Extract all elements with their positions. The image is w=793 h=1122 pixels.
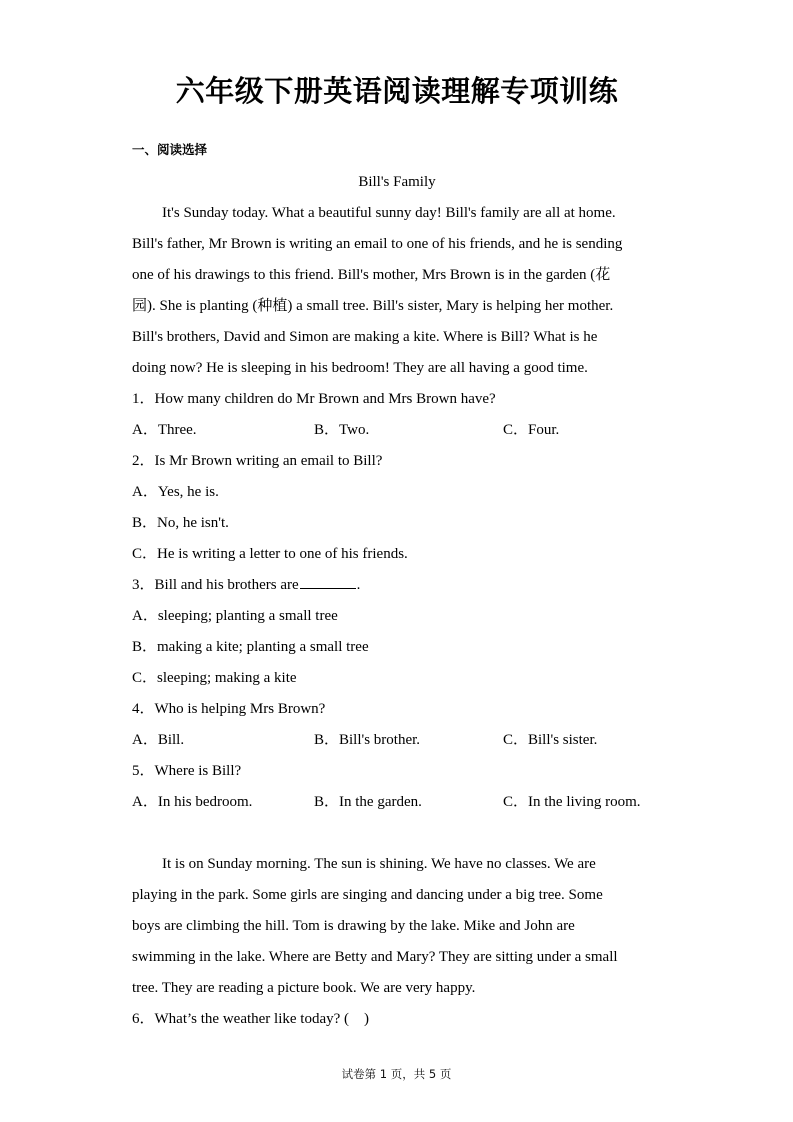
- question-text: Is Mr Brown writing an email to Bill?: [154, 453, 383, 469]
- option-b[interactable]: B．Two.: [314, 422, 370, 438]
- option-c[interactable]: C．Bill's sister.: [503, 732, 598, 748]
- question-number: 6．: [132, 1011, 155, 1027]
- question-text: Bill and his brothers are: [154, 577, 299, 593]
- question-2: [132, 446, 662, 477]
- question-number: 2．: [132, 453, 155, 469]
- question-text: What’s the weather like today? ( ): [154, 1011, 370, 1027]
- passage-line: tree. They are reading a picture book. We are very happy.: [132, 980, 476, 996]
- option-a[interactable]: A．Bill.: [132, 732, 185, 748]
- question-number: 5．: [132, 763, 155, 779]
- answer-blank[interactable]: [300, 575, 356, 589]
- passage-line: Bill's father, Mr Brown is writing an email to one of his friends, and he is sending: [132, 236, 623, 252]
- question-3: [132, 570, 662, 601]
- passage-line: It is on Sunday morning. The sun is shining. We have no classes. We are: [162, 856, 596, 872]
- question-text: How many children do Mr Brown and Mrs Brown have?: [154, 391, 496, 407]
- passage-line: playing in the park. Some girls are singing and dancing under a big tree. Some: [132, 887, 603, 903]
- question-4: [132, 694, 662, 725]
- question-3-options: [132, 601, 662, 694]
- question-2-options: [132, 477, 662, 570]
- passage-gap: [132, 818, 662, 849]
- option-b[interactable]: B．No, he isn't.: [132, 515, 229, 531]
- passage-2-body: [132, 849, 662, 1004]
- option-c[interactable]: C．He is writing a letter to one of his friends.: [132, 546, 408, 562]
- passage-1-body: [132, 198, 662, 384]
- question-text: Where is Bill?: [154, 763, 242, 779]
- section-heading-reading-choice: 一、阅读选择: [132, 142, 208, 157]
- page-content: [132, 0, 662, 1035]
- option-c[interactable]: C．sleeping; making a kite: [132, 670, 297, 686]
- option-c[interactable]: C．Four.: [503, 422, 560, 438]
- question-6: [132, 1004, 662, 1035]
- question-text-tail: .: [356, 577, 361, 593]
- question-text: Who is helping Mrs Brown?: [154, 701, 326, 717]
- passage-line: swimming in the lake. Where are Betty and Mary? They are sitting under a small: [132, 949, 618, 965]
- passage-line: boys are climbing the hill. Tom is drawing by the lake. Mike and John are: [132, 918, 575, 934]
- option-a[interactable]: A．sleeping; planting a small tree: [132, 608, 338, 624]
- question-number: 1．: [132, 391, 155, 407]
- passage-line: one of his drawings to this friend. Bill's mother, Mrs Brown is in the garden (花: [132, 267, 611, 283]
- option-a[interactable]: A．Three.: [132, 422, 197, 438]
- question-1: [132, 384, 662, 415]
- question-5-options: [132, 787, 662, 818]
- option-b[interactable]: B．In the garden.: [314, 794, 422, 810]
- page-title: 六年级下册英语阅读理解专项训练: [175, 74, 619, 108]
- passage-1-title: Bill's Family: [358, 174, 436, 190]
- option-a[interactable]: A．Yes, he is.: [132, 484, 219, 500]
- question-5: [132, 756, 662, 787]
- passage-line: It's Sunday today. What a beautiful sunny day! Bill's family are all at home.: [162, 205, 616, 221]
- passage-line: 园). She is planting (种植) a small tree. Bill's sister, Mary is helping her mother.: [132, 298, 614, 314]
- option-c[interactable]: C．In the living room.: [503, 794, 641, 810]
- option-b[interactable]: B．making a kite; planting a small tree: [132, 639, 369, 655]
- option-b[interactable]: B．Bill's brother.: [314, 732, 421, 748]
- page-footer: 试卷第 1 页，共 5 页: [341, 1067, 452, 1081]
- passage-line: Bill's brothers, David and Simon are making a kite. Where is Bill? What is he: [132, 329, 598, 345]
- question-1-options: [132, 415, 662, 446]
- question-number: 4．: [132, 701, 155, 717]
- option-a[interactable]: A．In his bedroom.: [132, 794, 253, 810]
- question-number: 3．: [132, 577, 155, 593]
- question-4-options: [132, 725, 662, 756]
- passage-line: doing now? He is sleeping in his bedroom! They are all having a good time.: [132, 360, 588, 376]
